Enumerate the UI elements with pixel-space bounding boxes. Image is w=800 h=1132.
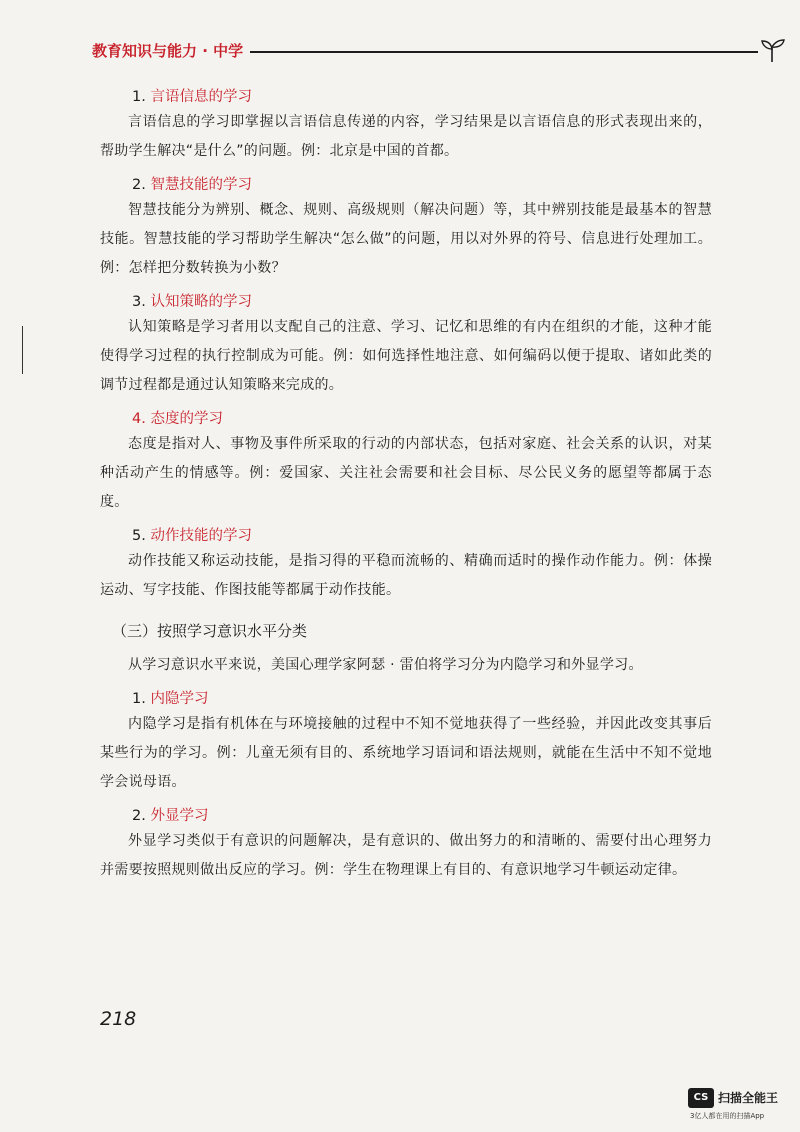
scanner-watermark [688, 1086, 788, 1126]
scanner-logo: CS [688, 1088, 714, 1108]
page-number: 218 [100, 1008, 137, 1030]
heading-attitude: 4. 态度的学习 [132, 411, 223, 427]
paragraph-intellectual-skills: 智慧技能分为辨别、概念、规则、高级规则（解决问题）等，其中辨别技能是最基本的智慧技能。智慧技能的学习帮助学生解决“怎么做”的问题，用以对外界的符号、信息进行处理加工。例：怎样把分数转换为小数？ [100, 202, 712, 276]
sprout-icon [758, 34, 788, 64]
scanner-tagline: 3亿人都在用的扫描App [690, 1112, 765, 1120]
margin-mark [22, 326, 23, 374]
paragraph-motor-skills: 动作技能又称运动技能，是指习得的平稳而流畅的、精确而适时的操作动作能力。例：体操运动、写字技能、作图技能等都属于动作技能。 [100, 553, 712, 598]
paragraph-implicit-learning: 内隐学习是指有机体在与环境接触的过程中不知不觉地获得了一些经验，并因此改变其事后某些行为的学习。例：儿童无须有目的、系统地学习语词和语法规则，就能在生活中不知不觉地学会说母语。 [100, 716, 712, 790]
heading-explicit-learning: 2. 外显学习 [132, 808, 209, 824]
paragraph-consciousness-intro: 从学习意识水平来说，美国心理学家阿瑟 · 雷伯将学习分为内隐学习和外显学习。 [128, 657, 643, 673]
heading-cognitive-strategy: 3. 认知策略的学习 [132, 294, 252, 310]
header-rule [250, 51, 758, 53]
heading-consciousness-level: （三）按照学习意识水平分类 [112, 622, 308, 640]
paragraph-cognitive-strategy: 认知策略是学习者用以支配自己的注意、学习、记忆和思维的有内在组织的才能，这种才能使得学习过程的执行控制成为可能。例：如何选择性地注意、如何编码以便于提取、诸如此类的调节过程都是通过认知策略来完成的。 [100, 319, 712, 393]
paragraph-explicit-learning: 外显学习类似于有意识的问题解决，是有意识的、做出努力的和清晰的、需要付出心理努力并需要按照规则做出反应的学习。例：学生在物理课上有目的、有意识地学习牛顿运动定律。 [100, 833, 712, 878]
heading-verbal-info: 1. 言语信息的学习 [132, 89, 252, 105]
paragraph-attitude: 态度是指对人、事物及事件所采取的行动的内部状态，包括对家庭、社会关系的认识，对某种活动产生的情感等。例：爱国家、关注社会需要和社会目标、尽公民义务的愿望等都属于态度。 [100, 436, 712, 510]
header-title: 教育知识与能力 · 中学 [92, 42, 244, 60]
heading-implicit-learning: 1. 内隐学习 [132, 691, 209, 707]
scanner-name: 扫描全能王 [718, 1091, 779, 1105]
running-header [92, 34, 732, 64]
heading-motor-skills: 5. 动作技能的学习 [132, 528, 252, 544]
main-content [100, 86, 712, 885]
heading-intellectual-skills: 2. 智慧技能的学习 [132, 177, 252, 193]
paragraph-verbal-info: 言语信息的学习即掌握以言语信息传递的内容，学习结果是以言语信息的形式表现出来的，帮助学生解决“是什么”的问题。例：北京是中国的首都。 [100, 114, 712, 159]
